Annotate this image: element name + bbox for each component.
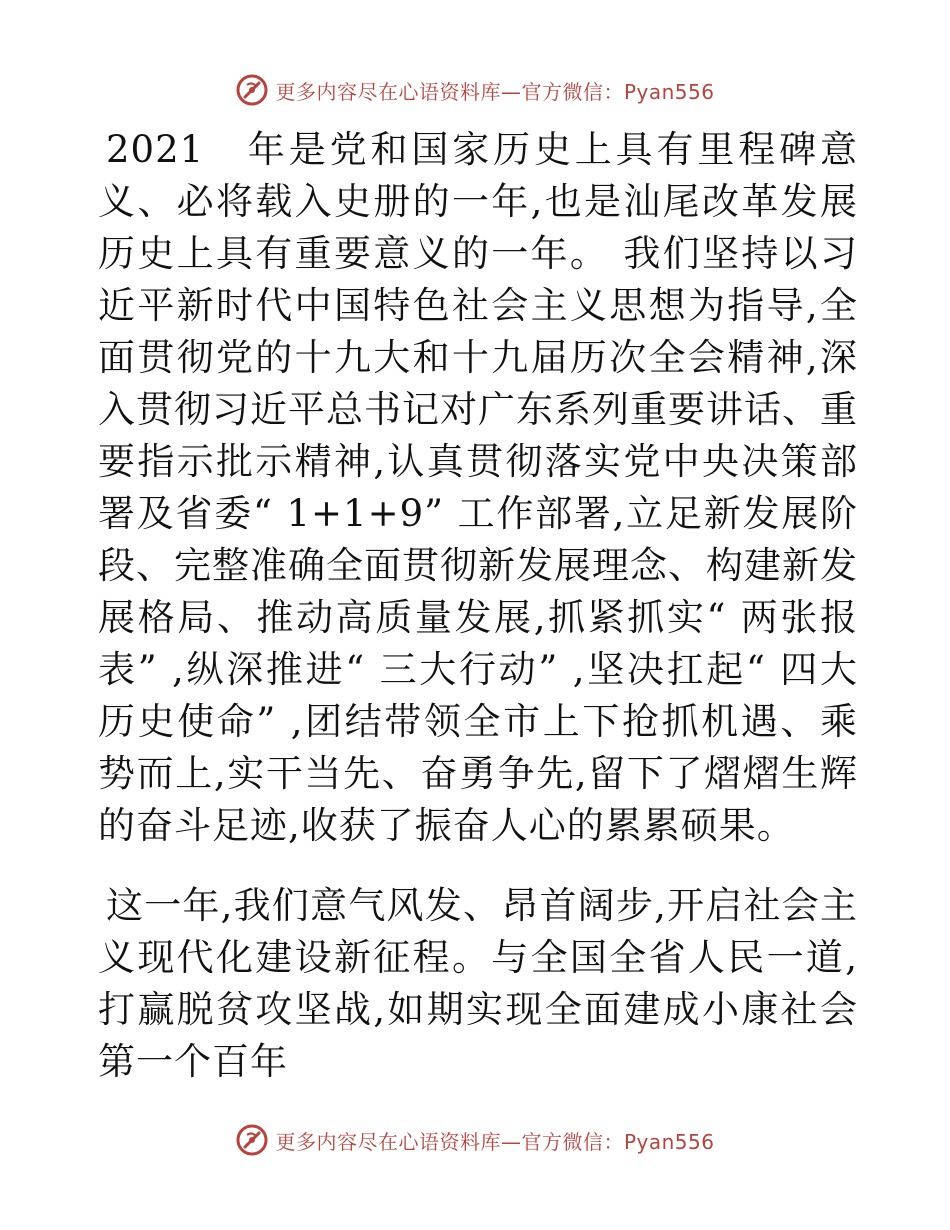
document-body — [98, 124, 858, 1088]
logo-icon — [235, 1123, 269, 1157]
watermark-text: 更多内容尽在心语资料库—官方微信：Pyan556 — [275, 1129, 715, 1154]
paragraph-1: 2021 年是党和国家历史上具有里程碑意义、必将载入史册的一年,也是汕尾改革发展历史上具有重要意义的一年。 我们坚持以习近平新时代中国特色社会主义思想为指导,全面贯彻党的十九大和十九届历次全会精神,深入贯彻习近平总书记对广东系列重要讲话、重要指示批示精神,认真贯彻落实党中央决策部署及省委“ 1+1+9” 工作部署,立足新发展阶段、完整准确全面贯彻新发展理念、构建新发展格局、推动高质量发展,抓紧抓实“ 两张报表” ,纵深推进“ 三大行动” ,坚决扛起“ 四大历史使命” ,团结带领全市上下抢抓机遇、乘势而上,实干当先、奋勇争先,留下了熠熠生辉的奋斗足迹,收获了振奋人心的累累硕果。 — [98, 128, 858, 847]
footer-watermark — [0, 1120, 950, 1160]
logo-icon — [235, 73, 269, 107]
header-watermark — [0, 70, 950, 110]
watermark-text: 更多内容尽在心语资料库—官方微信：Pyan556 — [275, 79, 715, 104]
paragraph-2: 这一年,我们意气风发、昂首阔步,开启社会主义现代化建设新征程。与全国全省人民一道,打赢脱贫攻坚战,如期实现全面建成小康社会第一个百年 — [98, 884, 858, 1083]
